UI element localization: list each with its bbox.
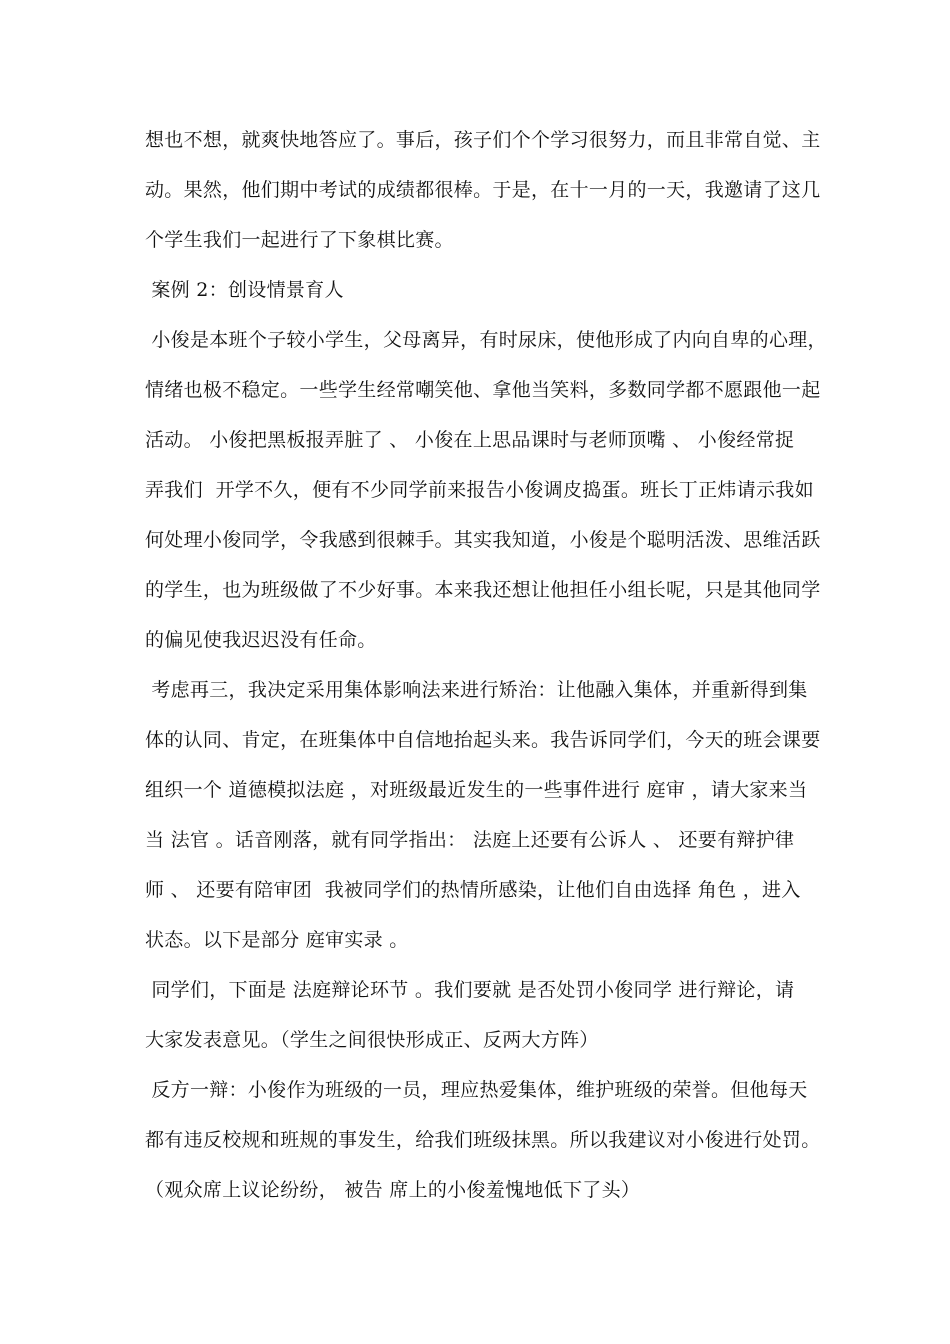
- text-line: 考虑再三，我决定采用集体影响法来进行矫治：让他融入集体，并重新得到集: [145, 679, 808, 701]
- text-line: 的学生，也为班级做了不少好事。本来我还想让他担任小组长呢，只是其他同学: [145, 579, 821, 601]
- text-line: 当 法官 。话音刚落，就有同学指出： 法庭上还要有公诉人 、 还要有辩护律: [145, 829, 795, 851]
- text-line: 大家发表意见。（学生之间很快形成正、反两大方阵）: [145, 1029, 599, 1051]
- text-line: 的偏见使我迟迟没有任命。: [145, 629, 377, 651]
- text-line: （观众席上议论纷纷， 被告 席上的小俊羞愧地低下了头）: [145, 1179, 641, 1201]
- text-line: 活动。 小俊把黑板报弄脏了 、 小俊在上思品课时与老师顶嘴 、 小俊经常捉: [145, 429, 795, 451]
- text-line: 状态。以下是部分 庭审实录 。: [145, 929, 409, 951]
- text-line: 动。果然，他们期中考试的成绩都很棒。于是，在十一月的一天，我邀请了这几: [145, 179, 821, 201]
- text-line: 反方一辩：小俊作为班级的一员，理应热爱集体，维护班级的荣誉。但他每天: [145, 1079, 808, 1101]
- text-line: 师 、 还要有陪审团 我被同学们的热情所感染，让他们自由选择 角色 ，进入: [145, 879, 801, 901]
- text-line: 组织一个 道德模拟法庭 ，对班级最近发生的一些事件进行 庭审 ，请大家来当: [145, 779, 808, 801]
- text-line: 何处理小俊同学，令我感到很棘手。其实我知道，小俊是个聪明活泼、思维活跃: [145, 529, 821, 551]
- text-line: 想也不想，就爽快地答应了。事后，孩子们个个学习很努力，而且非常自觉、主: [145, 129, 821, 151]
- text-line: 小俊是本班个子较小学生，父母离异，有时尿床，使他形成了内向自卑的心理，: [145, 329, 827, 351]
- text-line: 同学们，下面是 法庭辩论环节 。我们要就 是否处罚小俊同学 进行辩论，请: [145, 979, 795, 1001]
- text-line: 都有违反校规和班规的事发生，给我们班级抹黑。所以我建议对小俊进行处罚。: [145, 1129, 821, 1151]
- text-line: 个学生我们一起进行了下象棋比赛。: [145, 229, 454, 251]
- text-line: 弄我们 开学不久，便有不少同学前来报告小俊调皮捣蛋。班长丁正炜请示我如: [145, 479, 814, 501]
- text-line: 情绪也极不稳定。一些学生经常嘲笑他、拿他当笑料，多数同学都不愿跟他一起: [145, 379, 821, 401]
- section-heading: 案例 2：创设情景育人: [145, 279, 344, 301]
- text-line: 体的认同、肯定，在班集体中自信地抬起头来。我告诉同学们，今天的班会课要: [145, 729, 821, 751]
